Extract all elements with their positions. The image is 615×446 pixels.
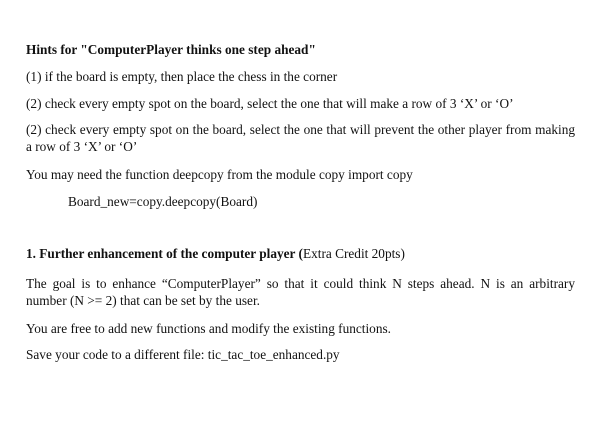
hint-item-3: (2) check every empty spot on the board, select the one that will prevent the other player from making a row of 3 ‘X’ or ‘O’ [26, 122, 575, 154]
save-paragraph: Save your code to a different file: tic_tac_toe_enhanced.py [26, 347, 340, 362]
hints-heading: Hints for "ComputerPlayer thinks one step ahead" [26, 42, 316, 57]
enhancement-heading-credit: Extra Credit 20pts) [302, 246, 405, 261]
hint-item-2: (2) check every empty spot on the board, select the one that will make a row of 3 ‘X’ or ‘O’ [26, 96, 514, 111]
enhancement-heading [26, 245, 405, 262]
enhancement-heading-bold: 1. Further enhancement of the computer player ( [26, 246, 303, 261]
goal-paragraph: The goal is to enhance “ComputerPlayer” so that it could think N steps ahead. N is an arbitrary number (N >= 2) that can be set by the user. [26, 276, 575, 308]
code-snippet: Board_new=copy.deepcopy(Board) [68, 194, 258, 209]
deepcopy-note: You may need the function deepcopy from the module copy import copy [26, 167, 413, 182]
free-paragraph: You are free to add new functions and modify the existing functions. [26, 321, 391, 336]
hint-item-1: (1) if the board is empty, then place the chess in the corner [26, 69, 338, 84]
